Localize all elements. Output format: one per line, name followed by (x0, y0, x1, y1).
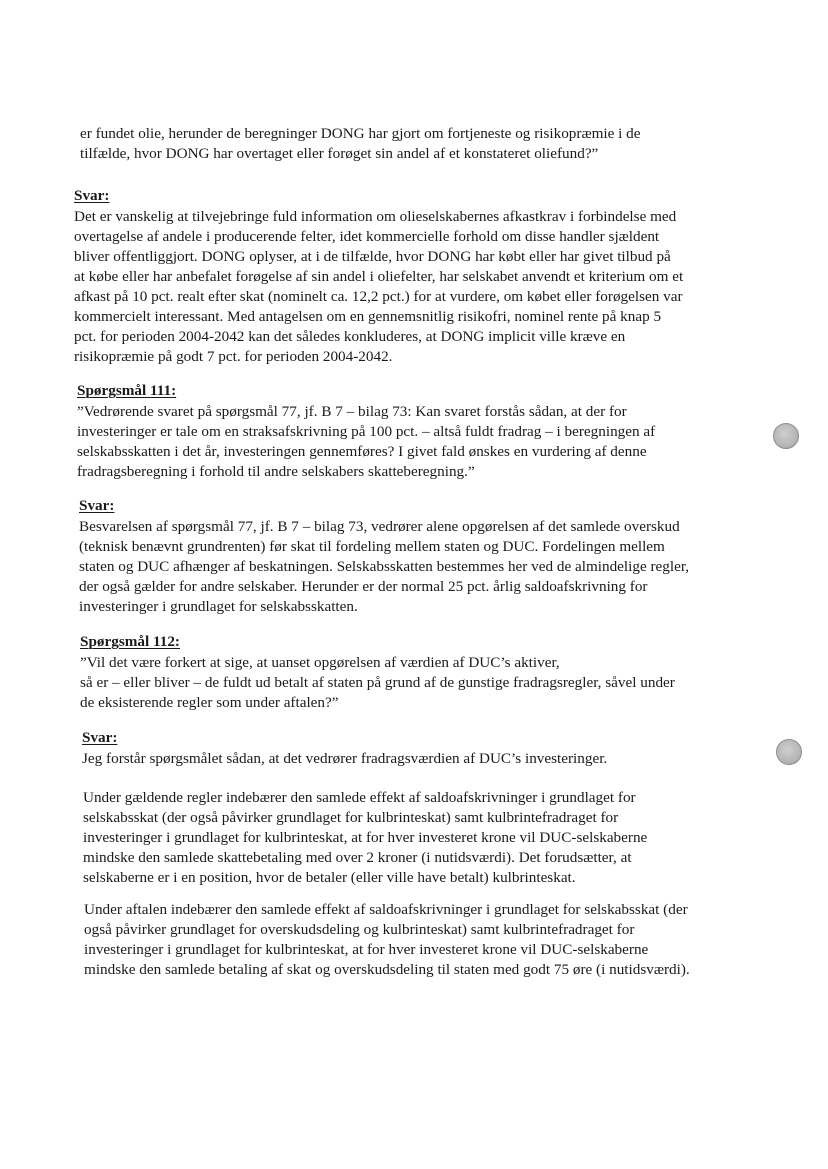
text-line: er fundet olie, herunder de beregninger DONG har gjort om fortjeneste og risikopræmie i de (80, 125, 641, 142)
text-line: bliver offentliggjort. DONG oplyser, at i de tilfælde, hvor DONG har købt eller har givet tilbud på (74, 248, 671, 265)
answer-section-3 (82, 728, 762, 769)
text-line: investeringer i grundlaget for kulbrinteskat, at for hver investeret krone vil DUC-selskaberne (83, 829, 648, 846)
text-line: investeringer i grundlaget for selskabsskatten. (79, 598, 358, 615)
text-line: kommercielt interessant. Med antagelsen om en gennemsnitlig risikofri, nominel rente på knap 5 (74, 308, 662, 325)
paragraph-text (79, 517, 759, 617)
text-line: mindske den samlede skattebetaling med over 2 kroner (i nutidsværdi). Det forudsætter, at (83, 849, 632, 866)
intro-paragraph (80, 124, 752, 164)
text-line: investeringer i grundlaget for kulbrinteskat, at for hver investeret krone vil DUC-selskaberne (84, 941, 649, 958)
text-line: staten og DUC afhænger af beskatningen. Selskabsskatten bestemmes her ved de almindelige regler, (79, 558, 690, 575)
paragraph-text (77, 402, 757, 482)
text-line: også påvirker grundlaget for overskudsdeling og kulbrinteskat) samt kulbrintefradraget for (84, 921, 635, 938)
section-heading: Svar: (79, 497, 115, 514)
paragraph-text (83, 788, 765, 888)
text-line: afkast på 10 pct. realt efter skat (nominelt ca. 12,2 pct.) for at vurdere, om købet eller forøgelsen var (74, 288, 683, 305)
text-line: risikopræmie på godt 7 pct. for perioden 2004-2042. (74, 348, 393, 365)
text-line: overtagelse af andele i producerende felter, idet kommercielle forhold om disse handler sjældent (74, 228, 660, 245)
paragraph-text (80, 653, 762, 713)
text-line: der også gælder for andre selskaber. Herunder er der normal 25 pct. årlig saldoafskrivning for (79, 578, 648, 595)
section-heading: Spørgsmål 112: (80, 633, 180, 650)
text-line: at købe eller har anbefalet forøgelse af sin andel i oliefelter, har selskabet anvendt et kriterium om et (74, 268, 684, 285)
answer-section-1 (74, 186, 754, 367)
punch-hole-lower (776, 739, 802, 765)
text-line: Besvarelsen af spørgsmål 77, jf. B 7 – bilag 73, vedrører alene opgørelsen af det samlede overskud (79, 518, 680, 535)
paragraph-text (80, 124, 752, 164)
text-line: ”Vedrørende svaret på spørgsmål 77, jf. B 7 – bilag 73: Kan svaret forstås sådan, at der for (77, 403, 627, 420)
paragraph-text (82, 749, 762, 769)
text-line: de eksisterende regler som under aftalen?” (80, 694, 339, 711)
text-line: så er – eller bliver – de fuldt ud betalt af staten på grund af de gunstige fradragsregler, såvel under (80, 674, 675, 691)
section-heading: Spørgsmål 111: (77, 382, 177, 399)
text-line: investeringer er tale om en straksafskrivning på 100 pct. – altså fuldt fradrag – i beregningen af (77, 423, 656, 440)
text-line: mindske den samlede betaling af skat og overskudsdeling til staten med godt 75 øre (i nutidsværdi). (84, 961, 690, 978)
text-line: (teknisk benævnt grundrenten) før skat til fordeling mellem staten og DUC. Fordelingen mellem (79, 538, 665, 555)
text-line: selskabsskatten i det år, investeringen gennemføres? I givet fald ønskes en vurdering af denne (77, 443, 647, 460)
text-line: Jeg forstår spørgsmålet sådan, at det vedrører fradragsværdien af DUC’s investeringer. (82, 750, 608, 767)
agreement-paragraph (84, 900, 766, 980)
punch-hole-upper (773, 423, 799, 449)
question-111-section (77, 381, 757, 482)
text-line: tilfælde, hvor DONG har overtaget eller forøget sin andel af et konstateret oliefund?” (80, 145, 599, 162)
current-rules-paragraph (83, 788, 765, 888)
text-line: Under gældende regler indebærer den samlede effekt af saldoafskrivninger i grundlaget for (83, 789, 636, 806)
paragraph-text (74, 207, 754, 367)
section-heading: Svar: (74, 187, 110, 204)
paragraph-text (84, 900, 766, 980)
text-line: Det er vanskelig at tilvejebringe fuld information om olieselskabernes afkastkrav i forbindelse med (74, 208, 677, 225)
section-heading: Svar: (82, 729, 118, 746)
text-line: Under aftalen indebærer den samlede effekt af saldoafskrivninger i grundlaget for selskabsskat (der (84, 901, 688, 918)
question-112-section (80, 632, 762, 713)
text-line: selskaberne er i en position, hvor de betaler (eller ville have betalt) kulbrinteskat. (83, 869, 576, 886)
text-line: selskabsskat (der også påvirker grundlaget for kulbrinteskat) samt kulbrintefradraget for (83, 809, 619, 826)
answer-section-2 (79, 496, 759, 617)
text-line: pct. for perioden 2004-2042 kan det således konkluderes, at DONG implicit ville kræve en (74, 328, 626, 345)
text-line: ”Vil det være forkert at sige, at uanset opgørelsen af værdien af DUC’s aktiver, (80, 654, 560, 671)
text-line: fradragsberegning i forhold til andre selskabers skatteberegning.” (77, 463, 475, 480)
